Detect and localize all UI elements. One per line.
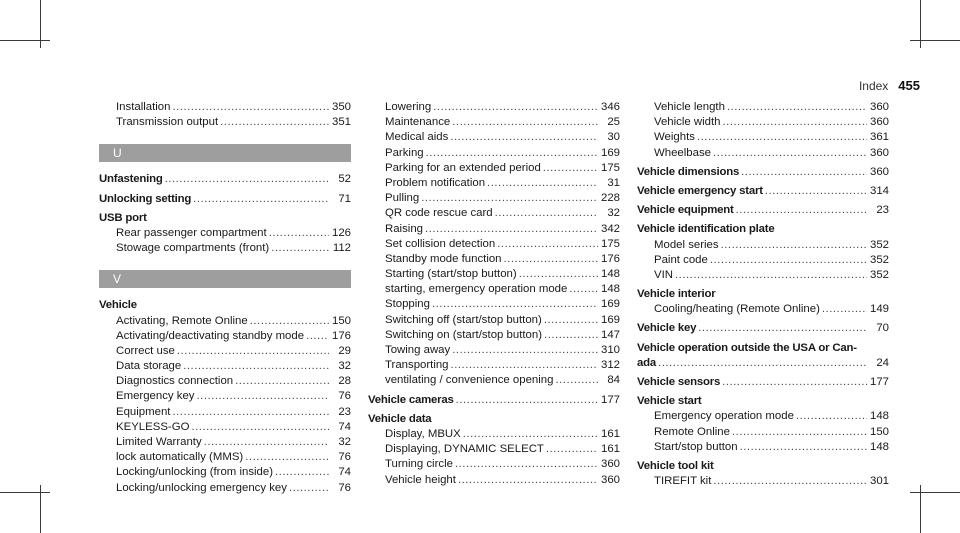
index-entry: Maintenance ..... 25 bbox=[368, 115, 620, 130]
index-entry: lock automatically (MMS) ..... 76 bbox=[99, 450, 351, 465]
index-entry: Cooling/heating (Remote Online) ..... 149 bbox=[637, 302, 889, 317]
index-entry: Problem notification ..... 31 bbox=[368, 176, 620, 191]
page-number: 455 bbox=[898, 78, 920, 93]
index-entry: Vehicle emergency start ..... 314 bbox=[637, 184, 889, 199]
section-title: Index bbox=[858, 79, 889, 93]
index-entry: Equipment ..... 23 bbox=[99, 405, 351, 420]
index-entry: Installation ..... 350 bbox=[99, 100, 351, 115]
index-entry: Vehicle key ..... 70 bbox=[637, 321, 889, 336]
crop-mark bbox=[0, 40, 50, 41]
index-entry: QR code rescue card ..... 32 bbox=[368, 206, 620, 221]
index-entry: Paint code ..... 352 bbox=[637, 253, 889, 268]
index-heading: Vehicle identification plate bbox=[637, 223, 775, 236]
index-entry: Vehicle cameras ..... 177 bbox=[368, 393, 620, 408]
index-entry: Limited Warranty ..... 32 bbox=[99, 435, 351, 450]
index-entry: ventilating / convenience opening ..... 84 bbox=[368, 373, 620, 388]
index-entry: Pulling ..... 228 bbox=[368, 191, 620, 206]
index-entry: Activating/deactivating standby mode ..... 176 bbox=[99, 329, 351, 344]
index-heading: Vehicle bbox=[99, 299, 137, 312]
index-heading: Vehicle data bbox=[368, 412, 432, 425]
index-entry: Set collision detection ..... 175 bbox=[368, 237, 620, 252]
index-entry: Starting (start/stop button) ..... 148 bbox=[368, 267, 620, 282]
index-entry: TIREFIT kit ..... 301 bbox=[637, 474, 889, 489]
index-heading: Vehicle operation outside the USA or Can- bbox=[637, 341, 857, 354]
index-entry: Turning circle ..... 360 bbox=[368, 457, 620, 472]
letter-heading-v: V bbox=[99, 270, 351, 288]
crop-mark bbox=[910, 40, 960, 41]
crop-mark bbox=[0, 492, 50, 493]
index-entry: Towing away ..... 310 bbox=[368, 343, 620, 358]
index-entry: Vehicle equipment ..... 23 bbox=[637, 203, 889, 218]
index-entry: Correct use ..... 29 bbox=[99, 344, 351, 359]
index-entry: Vehicle height ..... 360 bbox=[368, 473, 620, 488]
page-header bbox=[859, 78, 920, 93]
index-entry: Emergency operation mode ..... 148 bbox=[637, 409, 889, 424]
index-entry: Emergency key ..... 76 bbox=[99, 389, 351, 404]
index-heading: Vehicle start bbox=[637, 395, 702, 408]
index-entry: VIN ..... 352 bbox=[637, 268, 889, 283]
letter-heading-u: U bbox=[99, 144, 351, 162]
index-entry: Parking ..... 169 bbox=[368, 146, 620, 161]
index-entry: Weights ..... 361 bbox=[637, 130, 889, 145]
index-entry: Data storage ..... 32 bbox=[99, 359, 351, 374]
index-entry: Unfastening ..... 52 bbox=[99, 172, 351, 187]
index-entry: Unlocking setting ..... 71 bbox=[99, 192, 351, 207]
index-entry: Activating, Remote Online ..... 150 bbox=[99, 314, 351, 329]
index-entry: Vehicle sensors ..... 177 bbox=[637, 375, 889, 390]
index-entry: Vehicle dimensions ..... 360 bbox=[637, 165, 889, 180]
index-entry: Transmission output ..... 351 bbox=[99, 115, 351, 130]
index-entry: Locking/unlocking (from inside) ..... 74 bbox=[99, 465, 351, 480]
index-entry: Raising ..... 342 bbox=[368, 222, 620, 237]
index-column-1 bbox=[99, 100, 351, 496]
index-entry: ada ..... 24 bbox=[637, 356, 889, 371]
index-entry: Rear passenger compartment ..... 126 bbox=[99, 226, 351, 241]
index-entry: Parking for an extended period ..... 175 bbox=[368, 161, 620, 176]
index-entry: Vehicle length ..... 360 bbox=[637, 100, 889, 115]
index-heading: Vehicle tool kit bbox=[637, 459, 714, 472]
index-entry: Displaying, DYNAMIC SELECT ..... 161 bbox=[368, 442, 620, 457]
index-column-3 bbox=[637, 100, 889, 489]
index-column-2 bbox=[368, 100, 620, 488]
index-entry: KEYLESS-GO ..... 74 bbox=[99, 420, 351, 435]
index-entry: Lowering ..... 346 bbox=[368, 100, 620, 115]
index-entry: Locking/unlocking emergency key ..... 76 bbox=[99, 481, 351, 496]
index-heading: Vehicle interior bbox=[637, 288, 716, 301]
crop-mark bbox=[910, 492, 960, 493]
index-entry: Diagnostics connection ..... 28 bbox=[99, 374, 351, 389]
index-heading: USB port bbox=[99, 211, 147, 224]
index-entry: Stopping ..... 169 bbox=[368, 297, 620, 312]
index-entry: Display, MBUX ..... 161 bbox=[368, 427, 620, 442]
index-entry: Remote Online ..... 150 bbox=[637, 425, 889, 440]
index-entry: Model series ..... 352 bbox=[637, 238, 889, 253]
index-entry: Vehicle width ..... 360 bbox=[637, 115, 889, 130]
index-entry: Medical aids ..... 30 bbox=[368, 130, 620, 145]
index-entry: Wheelbase ..... 360 bbox=[637, 146, 889, 161]
index-entry: Standby mode function ..... 176 bbox=[368, 252, 620, 267]
index-entry: Stowage compartments (front) ..... 112 bbox=[99, 241, 351, 256]
index-entry: starting, emergency operation mode ..... 148 bbox=[368, 282, 620, 297]
index-entry: Transporting ..... 312 bbox=[368, 358, 620, 373]
index-entry: Switching off (start/stop button) ..... 169 bbox=[368, 313, 620, 328]
index-entry: Start/stop button ..... 148 bbox=[637, 440, 889, 455]
index-entry: Switching on (start/stop button) ..... 147 bbox=[368, 328, 620, 343]
